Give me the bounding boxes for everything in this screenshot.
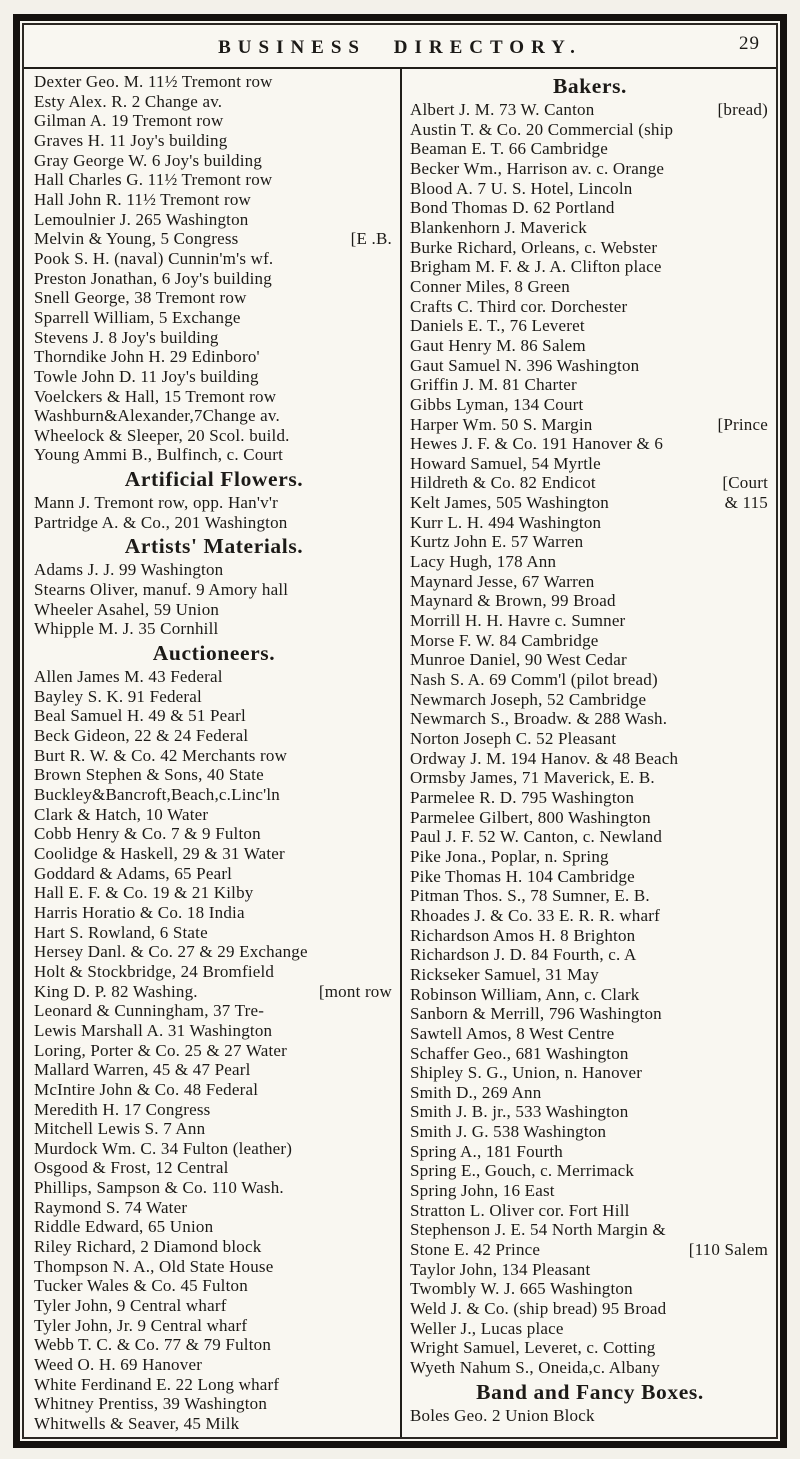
directory-entry bbox=[410, 1044, 770, 1064]
directory-entry bbox=[34, 726, 394, 746]
directory-entry bbox=[34, 619, 394, 639]
entry-text: Brigham M. F. & J. A. Clifton place bbox=[410, 257, 662, 277]
entry-text: Gaut Samuel N. 396 Washington bbox=[410, 355, 640, 375]
directory-entry bbox=[34, 170, 394, 190]
directory-entry bbox=[410, 218, 770, 238]
entry-text: Tucker Wales & Co. 45 Fulton bbox=[34, 1276, 248, 1296]
entry-text: Spring E., Gouch, c. Merrimack bbox=[410, 1161, 635, 1181]
directory-entry bbox=[34, 982, 394, 1002]
directory-entry bbox=[34, 387, 394, 407]
entry-text: Stone E. 42 Prince bbox=[410, 1240, 541, 1260]
entry-text: Twombly W. J. 665 Washington bbox=[410, 1279, 633, 1299]
directory-entry bbox=[410, 1142, 770, 1162]
directory-entry bbox=[34, 406, 394, 426]
directory-entry bbox=[410, 179, 770, 199]
entry-text: Smith J. B. jr., 533 Washington bbox=[410, 1102, 629, 1122]
entry-text: Holt & Stockbridge, 24 Bromfield bbox=[34, 961, 275, 981]
directory-entry bbox=[34, 1158, 394, 1178]
directory-entry bbox=[410, 336, 770, 356]
entry-text: Pike Jona., Poplar, n. Spring bbox=[410, 846, 609, 866]
directory-entry bbox=[34, 445, 394, 465]
directory-entry bbox=[410, 1083, 770, 1103]
directory-entry bbox=[34, 1237, 394, 1257]
entry-text: Young Ammi B., Bulfinch, c. Court bbox=[34, 445, 284, 465]
directory-entry bbox=[410, 867, 770, 887]
entry-text: Schaffer Geo., 681 Washington bbox=[410, 1043, 629, 1063]
directory-entry bbox=[410, 159, 770, 179]
directory-entry bbox=[410, 926, 770, 946]
entry-text: Blankenhorn J. Maverick bbox=[410, 217, 587, 237]
entry-text: Bond Thomas D. 62 Portland bbox=[410, 198, 615, 218]
entry-text: Nash S. A. 69 Comm'l (pilot bread) bbox=[410, 670, 658, 690]
entry-text: Gilman A. 19 Tremont row bbox=[34, 111, 224, 131]
entry-text: Graves H. 11 Joy's building bbox=[34, 130, 228, 150]
entry-text: Richardson Amos H. 8 Brighton bbox=[410, 925, 636, 945]
entry-text: Adams J. J. 99 Washington bbox=[34, 560, 224, 580]
directory-entry bbox=[410, 513, 770, 533]
directory-entry bbox=[410, 552, 770, 572]
entry-text: Pitman Thos. S., 78 Sumner, E. B. bbox=[410, 886, 650, 906]
directory-entry bbox=[34, 367, 394, 387]
directory-entry bbox=[34, 844, 394, 864]
directory-entry bbox=[34, 1335, 394, 1355]
directory-entry bbox=[410, 631, 770, 651]
directory-entry bbox=[410, 257, 770, 277]
directory-entry bbox=[34, 92, 394, 112]
left-column bbox=[24, 69, 400, 1437]
page-border-frame bbox=[13, 14, 787, 1448]
entry-text: Brown Stephen & Sons, 40 State bbox=[34, 765, 264, 785]
entry-text: Ordway J. M. 194 Hanov. & 48 Beach bbox=[410, 748, 679, 768]
entry-text: Beal Samuel H. 49 & 51 Pearl bbox=[34, 706, 246, 726]
entry-text: Osgood & Frost, 12 Central bbox=[34, 1158, 229, 1178]
directory-entry bbox=[34, 269, 394, 289]
directory-entry bbox=[34, 1355, 394, 1375]
entry-text: Mallard Warren, 45 & 47 Pearl bbox=[34, 1060, 251, 1080]
directory-entry bbox=[34, 1257, 394, 1277]
entry-text: Kurtz John E. 57 Warren bbox=[410, 532, 584, 552]
entry-text: Bayley S. K. 91 Federal bbox=[34, 686, 202, 706]
entry-text: Morse F. W. 84 Cambridge bbox=[410, 630, 599, 650]
entry-text: Maynard & Brown, 99 Broad bbox=[410, 591, 616, 611]
entry-continuation-text: [110 Salem bbox=[688, 1240, 768, 1260]
entry-text: Weller J., Lucas place bbox=[410, 1318, 564, 1338]
entry-text: Melvin & Young, 5 Congress bbox=[34, 229, 239, 249]
directory-entry bbox=[34, 1276, 394, 1296]
entry-text: Stevens J. 8 Joy's building bbox=[34, 327, 219, 347]
directory-entry bbox=[34, 883, 394, 903]
directory-entry bbox=[410, 1004, 770, 1024]
entry-text: Allen James M. 43 Federal bbox=[34, 667, 223, 687]
directory-entry bbox=[410, 847, 770, 867]
directory-entry bbox=[410, 749, 770, 769]
entry-text: Pike Thomas H. 104 Cambridge bbox=[410, 866, 635, 886]
entry-text: Murdock Wm. C. 34 Fulton (leather) bbox=[34, 1138, 293, 1158]
entry-text: Phillips, Sampson & Co. 110 Wash. bbox=[34, 1178, 284, 1198]
directory-entry bbox=[410, 906, 770, 926]
entry-text: Whitney Prentiss, 39 Washington bbox=[34, 1394, 268, 1414]
entry-text: Wheelock & Sleeper, 20 Scol. build. bbox=[34, 425, 290, 445]
directory-entry bbox=[410, 709, 770, 729]
entry-text: Kurr L. H. 494 Washington bbox=[410, 512, 602, 532]
directory-entry bbox=[34, 229, 394, 249]
entry-text: Maynard Jesse, 67 Warren bbox=[410, 571, 595, 591]
entry-text: Hildreth & Co. 82 Endicot bbox=[410, 473, 596, 493]
directory-entry bbox=[410, 100, 770, 120]
directory-entry bbox=[410, 1338, 770, 1358]
entry-text: Leonard & Cunningham, 37 Tre- bbox=[34, 1001, 265, 1021]
directory-entry bbox=[410, 198, 770, 218]
directory-entry bbox=[410, 1240, 770, 1260]
directory-entry bbox=[410, 690, 770, 710]
entry-text: Goddard & Adams, 65 Pearl bbox=[34, 863, 233, 883]
entry-text: Griffin J. M. 81 Charter bbox=[410, 375, 577, 395]
directory-entry bbox=[34, 1178, 394, 1198]
directory-entry bbox=[410, 238, 770, 258]
section-heading: Artists' Materials. bbox=[124, 534, 304, 559]
entry-text: Coolidge & Haskell, 29 & 31 Water bbox=[34, 843, 285, 863]
entry-text: Lewis Marshall A. 31 Washington bbox=[34, 1020, 273, 1040]
entry-text: Wheeler Asahel, 59 Union bbox=[34, 599, 220, 619]
entry-text: Sawtell Amos, 8 West Centre bbox=[410, 1023, 615, 1043]
directory-entry bbox=[410, 729, 770, 749]
directory-entry bbox=[410, 1358, 770, 1378]
directory-entry bbox=[410, 493, 770, 513]
entry-text: Harper Wm. 50 S. Margin bbox=[410, 414, 593, 434]
directory-entry bbox=[410, 1201, 770, 1221]
entry-continuation-text: [E .B. bbox=[350, 229, 392, 249]
entry-text: Rickseker Samuel, 31 May bbox=[410, 964, 599, 984]
directory-entry bbox=[34, 903, 394, 923]
entry-text: Beck Gideon, 22 & 24 Federal bbox=[34, 726, 249, 746]
directory-entry bbox=[410, 473, 770, 493]
directory-entry bbox=[410, 985, 770, 1005]
entry-continuation-text: [bread) bbox=[717, 100, 768, 119]
entry-text: Webb T. C. & Co. 77 & 79 Fulton bbox=[34, 1335, 272, 1355]
entry-text: Albert J. M. 73 W. Canton bbox=[410, 100, 595, 119]
page-number: 29 bbox=[739, 33, 760, 54]
entry-text: Newmarch S., Broadw. & 288 Wash. bbox=[410, 709, 668, 729]
directory-entry bbox=[34, 1060, 394, 1080]
directory-entry bbox=[410, 277, 770, 297]
entry-text: Pook S. H. (naval) Cunnin'm's wf. bbox=[34, 248, 274, 268]
directory-entry bbox=[34, 560, 394, 580]
directory-entry bbox=[410, 316, 770, 336]
entry-text: Snell George, 38 Tremont row bbox=[34, 288, 247, 308]
entry-text: Rhoades J. & Co. 33 E. R. R. wharf bbox=[410, 905, 660, 925]
entry-text: Buckley&Bancroft,Beach,c.Linc'ln bbox=[34, 785, 280, 804]
directory-entry bbox=[410, 572, 770, 592]
entry-text: Smith J. G. 538 Washington bbox=[410, 1122, 607, 1142]
entry-text: Clark & Hatch, 10 Water bbox=[34, 804, 209, 824]
directory-entry bbox=[410, 454, 770, 474]
entry-text: King D. P. 82 Washing. bbox=[34, 981, 198, 1001]
entry-text: Partridge A. & Co., 201 Washington bbox=[34, 512, 288, 532]
directory-entry bbox=[34, 347, 394, 367]
directory-entry bbox=[410, 1406, 770, 1426]
directory-entry bbox=[34, 667, 394, 687]
entry-text: McIntire John & Co. 48 Federal bbox=[34, 1079, 259, 1099]
entry-text: Stratton L. Oliver cor. Fort Hill bbox=[410, 1200, 630, 1220]
entry-text: Mitchell Lewis S. 7 Ann bbox=[34, 1119, 206, 1139]
directory-entry bbox=[34, 328, 394, 348]
directory-entry bbox=[34, 1414, 394, 1434]
entry-text: Gray George W. 6 Joy's building bbox=[34, 150, 263, 170]
entry-text: Riley Richard, 2 Diamond block bbox=[34, 1237, 262, 1257]
directory-entry bbox=[34, 824, 394, 844]
directory-entry bbox=[34, 1316, 394, 1336]
directory-entry bbox=[34, 923, 394, 943]
directory-entry bbox=[410, 1181, 770, 1201]
directory-entry bbox=[34, 1375, 394, 1395]
directory-entry bbox=[410, 1279, 770, 1299]
entry-text: Thompson N. A., Old State House bbox=[34, 1256, 274, 1276]
directory-entry bbox=[34, 131, 394, 151]
entry-text: Conner Miles, 8 Green bbox=[410, 276, 570, 296]
entry-text: Stearns Oliver, manuf. 9 Amory hall bbox=[34, 580, 289, 600]
directory-entry bbox=[34, 687, 394, 707]
directory-entry bbox=[34, 1041, 394, 1061]
directory-entry bbox=[34, 1001, 394, 1021]
directory-entry bbox=[410, 1122, 770, 1142]
directory-entry bbox=[410, 1319, 770, 1339]
entry-text: Lacy Hugh, 178 Ann bbox=[410, 552, 557, 572]
masthead bbox=[24, 25, 776, 69]
entry-text: Dexter Geo. M. 11½ Tremont row bbox=[34, 72, 273, 91]
entry-text: Munroe Daniel, 90 West Cedar bbox=[410, 650, 627, 670]
entry-text: Whipple M. J. 35 Cornhill bbox=[34, 619, 219, 639]
directory-entry bbox=[34, 805, 394, 825]
entry-text: Loring, Porter & Co. 25 & 27 Water bbox=[34, 1040, 288, 1060]
entry-text: Washburn&Alexander,7Change av. bbox=[34, 406, 280, 426]
directory-entry bbox=[34, 493, 394, 513]
entry-text: Sparrell William, 5 Exchange bbox=[34, 307, 241, 327]
directory-entry bbox=[34, 513, 394, 533]
directory-entry bbox=[410, 1102, 770, 1122]
entry-text: Paul J. F. 52 W. Canton, c. Newland bbox=[410, 827, 663, 847]
directory-entry bbox=[410, 788, 770, 808]
directory-entry bbox=[34, 706, 394, 726]
entry-text: Austin T. & Co. 20 Commercial (ship bbox=[410, 119, 674, 139]
entry-text: Lemoulnier J. 265 Washington bbox=[34, 209, 249, 229]
entry-text: Whitwells & Seaver, 45 Milk bbox=[34, 1414, 240, 1433]
directory-entry bbox=[410, 1260, 770, 1280]
entry-continuation-text: [Court bbox=[722, 473, 768, 493]
directory-entry bbox=[410, 670, 770, 690]
page-title: BUSINESS DIRECTORY. bbox=[218, 37, 582, 58]
entry-text: Hall E. F. & Co. 19 & 21 Kilby bbox=[34, 883, 254, 903]
directory-entry bbox=[34, 111, 394, 131]
entry-text: Daniels E. T., 76 Leveret bbox=[410, 316, 585, 336]
directory-entry bbox=[34, 765, 394, 785]
directory-entry bbox=[34, 600, 394, 620]
directory-entry bbox=[34, 1217, 394, 1237]
inner-border-frame bbox=[22, 23, 778, 1439]
entry-text: Beaman E. T. 66 Cambridge bbox=[410, 139, 608, 159]
entry-text: Burt R. W. & Co. 42 Merchants row bbox=[34, 745, 288, 765]
entry-text: White Ferdinand E. 22 Long wharf bbox=[34, 1374, 280, 1394]
directory-entry bbox=[34, 288, 394, 308]
directory-entry bbox=[410, 1220, 770, 1240]
entry-text: Gibbs Lyman, 134 Court bbox=[410, 394, 584, 414]
entry-text: Tyler John, Jr. 9 Central wharf bbox=[34, 1315, 248, 1335]
entry-text: Raymond S. 74 Water bbox=[34, 1197, 188, 1217]
entry-text: Hall John R. 11½ Tremont row bbox=[34, 189, 252, 209]
entry-text: Taylor John, 134 Pleasant bbox=[410, 1259, 591, 1279]
entry-text: Esty Alex. R. 2 Change av. bbox=[34, 91, 223, 111]
directory-entry bbox=[34, 426, 394, 446]
entry-text: Spring John, 16 East bbox=[410, 1181, 555, 1201]
entry-text: Hall Charles G. 11½ Tremont row bbox=[34, 170, 273, 190]
directory-entry bbox=[34, 1119, 394, 1139]
directory-entry bbox=[410, 965, 770, 985]
entry-text: Spring A., 181 Fourth bbox=[410, 1141, 563, 1161]
entry-continuation-text: [mont row bbox=[318, 981, 392, 1001]
directory-entry bbox=[34, 1100, 394, 1120]
directory-entry bbox=[34, 72, 394, 92]
directory-entry bbox=[34, 151, 394, 171]
directory-entry bbox=[34, 942, 394, 962]
entry-text: Wright Samuel, Leveret, c. Cotting bbox=[410, 1338, 656, 1358]
entry-text: Meredith H. 17 Congress bbox=[34, 1099, 211, 1119]
directory-entry bbox=[34, 580, 394, 600]
directory-entry bbox=[410, 1161, 770, 1181]
directory-entry bbox=[34, 1139, 394, 1159]
directory-entry bbox=[410, 375, 770, 395]
entry-text: Gaut Henry M. 86 Salem bbox=[410, 335, 586, 355]
entry-text: Voelckers & Hall, 15 Tremont row bbox=[34, 386, 277, 406]
directory-entry bbox=[410, 120, 770, 140]
entry-text: Crafts C. Third cor. Dorchester bbox=[410, 296, 628, 316]
directory-entry bbox=[34, 1296, 394, 1316]
entry-text: Newmarch Joseph, 52 Cambridge bbox=[410, 689, 647, 709]
directory-entry bbox=[34, 190, 394, 210]
directory-entry bbox=[410, 395, 770, 415]
directory-entry bbox=[410, 808, 770, 828]
directory-entry bbox=[34, 1394, 394, 1414]
directory-entry bbox=[410, 768, 770, 788]
entry-text: Blood A. 7 U. S. Hotel, Lincoln bbox=[410, 178, 633, 198]
section-heading: Bakers. bbox=[552, 74, 628, 98]
directory-columns bbox=[24, 69, 776, 1437]
directory-entry bbox=[34, 864, 394, 884]
directory-entry bbox=[34, 1021, 394, 1041]
entry-text: Thorndike John H. 29 Edinboro' bbox=[34, 347, 260, 367]
entry-text: Sanborn & Merrill, 796 Washington bbox=[410, 1004, 662, 1024]
entry-text: Harris Horatio & Co. 18 India bbox=[34, 902, 245, 922]
entry-text: Becker Wm., Harrison av. c. Orange bbox=[410, 158, 665, 178]
directory-entry bbox=[34, 785, 394, 805]
directory-entry bbox=[410, 1063, 770, 1083]
entry-text: Robinson William, Ann, c. Clark bbox=[410, 984, 640, 1004]
entry-text: Stephenson J. E. 54 North Margin & bbox=[410, 1220, 666, 1240]
entry-text: Kelt James, 505 Washington bbox=[410, 493, 609, 513]
entry-text: Tyler John, 9 Central wharf bbox=[34, 1296, 227, 1316]
entry-text: Hersey Danl. & Co. 27 & 29 Exchange bbox=[34, 942, 308, 962]
entry-text: Howard Samuel, 54 Myrtle bbox=[410, 453, 601, 473]
directory-entry bbox=[410, 611, 770, 631]
directory-entry bbox=[410, 886, 770, 906]
entry-text: Ormsby James, 71 Maverick, E. B. bbox=[410, 768, 655, 788]
directory-entry bbox=[410, 434, 770, 454]
directory-entry bbox=[410, 945, 770, 965]
entry-text: Richardson J. D. 84 Fourth, c. A bbox=[410, 945, 637, 965]
entry-text: Parmelee Gilbert, 800 Washington bbox=[410, 807, 651, 827]
directory-entry bbox=[410, 139, 770, 159]
directory-entry bbox=[410, 415, 770, 435]
directory-entry bbox=[34, 308, 394, 328]
directory-entry bbox=[410, 1024, 770, 1044]
directory-entry bbox=[410, 532, 770, 552]
entry-continuation-text: [Prince bbox=[717, 414, 768, 434]
directory-entry bbox=[34, 962, 394, 982]
directory-entry bbox=[34, 210, 394, 230]
entry-text: Riddle Edward, 65 Union bbox=[34, 1217, 214, 1237]
directory-entry bbox=[410, 297, 770, 317]
directory-entry bbox=[410, 1299, 770, 1319]
section-heading: Auctioneers. bbox=[152, 641, 276, 666]
directory-entry bbox=[34, 746, 394, 766]
directory-entry bbox=[34, 1080, 394, 1100]
right-column bbox=[400, 69, 776, 1437]
entry-text: Mann J. Tremont row, opp. Han'v'r bbox=[34, 493, 278, 513]
entry-text: Hewes J. F. & Co. 191 Hanover & 6 bbox=[410, 434, 664, 454]
entry-text: Wyeth Nahum S., Oneida,c. Albany bbox=[410, 1358, 660, 1377]
entry-text: Towle John D. 11 Joy's building bbox=[34, 366, 259, 386]
directory-entry bbox=[34, 249, 394, 269]
entry-text: Shipley S. G., Union, n. Hanover bbox=[410, 1063, 643, 1083]
directory-entry bbox=[34, 1198, 394, 1218]
directory-entry bbox=[410, 827, 770, 847]
entry-text: Norton Joseph C. 52 Pleasant bbox=[410, 729, 617, 748]
section-heading: Artificial Flowers. bbox=[124, 467, 304, 492]
entry-text: Boles Geo. 2 Union Block bbox=[410, 1405, 595, 1425]
entry-text: Cobb Henry & Co. 7 & 9 Fulton bbox=[34, 824, 261, 844]
directory-entry bbox=[410, 356, 770, 376]
entry-text: Burke Richard, Orleans, c. Webster bbox=[410, 237, 658, 257]
directory-entry bbox=[410, 650, 770, 670]
entry-text: Hart S. Rowland, 6 State bbox=[34, 922, 208, 942]
entry-text: Weed O. H. 69 Hanover bbox=[34, 1355, 203, 1375]
entry-text: Morrill H. H. Havre c. Sumner bbox=[410, 611, 626, 631]
entry-text: Preston Jonathan, 6 Joy's building bbox=[34, 268, 272, 288]
entry-continuation-text: & 115 bbox=[724, 493, 768, 513]
entry-text: Parmelee R. D. 795 Washington bbox=[410, 787, 635, 807]
directory-entry bbox=[410, 591, 770, 611]
entry-text: Weld J. & Co. (ship bread) 95 Broad bbox=[410, 1299, 667, 1319]
entry-text: Smith D., 269 Ann bbox=[410, 1082, 542, 1102]
section-heading: Band and Fancy Boxes. bbox=[476, 1379, 704, 1404]
